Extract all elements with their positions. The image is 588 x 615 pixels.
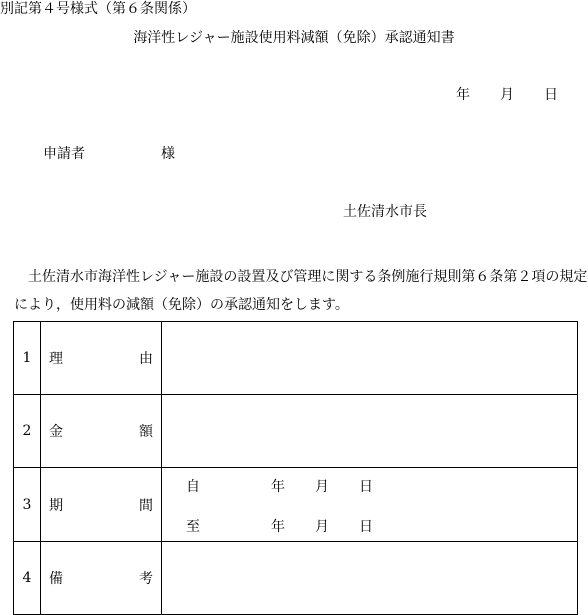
date-year: 年 <box>456 87 470 103</box>
table-row-remarks <box>14 542 578 615</box>
issuer-name: 土佐清水市長 <box>343 204 427 220</box>
applicant-honorific: 様 <box>161 146 175 162</box>
row-number: 3 <box>14 468 41 542</box>
row-number: 1 <box>14 322 41 395</box>
row-label-char: 由 <box>139 351 153 367</box>
row-label-char: 額 <box>139 424 153 440</box>
table-row-amount <box>14 395 578 468</box>
row-label-char: 間 <box>139 497 153 514</box>
period-to-month: 月 <box>315 519 329 535</box>
remarks-value-cell[interactable] <box>162 542 578 615</box>
period-from-line <box>186 476 373 496</box>
period-from-year: 年 <box>271 479 285 495</box>
period-value-cell[interactable] <box>162 468 578 542</box>
period-from-label: 自 <box>186 479 200 495</box>
applicant-line <box>43 147 175 161</box>
row-number: 2 <box>14 395 41 468</box>
period-from-day: 日 <box>359 479 373 495</box>
body-text: 土佐清水市海洋性レジャー施設の設置及び管理に関する条例施行規則第６条第２項の規定により，使用料の減額（免除）の承認通知をします。 <box>14 269 588 313</box>
row-label-cell <box>41 322 162 395</box>
form-number: 別記第４号様式（第６条関係） <box>0 1 196 17</box>
row-label-char: 考 <box>139 571 153 587</box>
row-label-cell <box>41 542 162 615</box>
info-table <box>13 321 578 615</box>
period-to-day: 日 <box>359 519 373 535</box>
row-label-char: 期 <box>49 497 63 514</box>
row-number: 4 <box>14 542 41 615</box>
row-label-char: 理 <box>49 351 63 367</box>
period-from-month: 月 <box>315 479 329 495</box>
period-to-year: 年 <box>271 519 285 535</box>
table-row-reason <box>14 322 578 395</box>
table-row-period <box>14 468 578 542</box>
row-label-cell <box>41 395 162 468</box>
row-label-char: 備 <box>49 571 63 587</box>
row-label-char: 金 <box>49 424 63 440</box>
date-day: 日 <box>544 87 558 103</box>
period-to-line <box>186 516 373 536</box>
date-line <box>456 88 558 102</box>
applicant-label: 申請者 <box>43 146 85 162</box>
period-to-label: 至 <box>186 519 200 535</box>
document-title: 海洋性レジャー施設使用料減額（免除）承認通知書 <box>133 30 455 46</box>
date-month: 月 <box>500 87 514 103</box>
amount-value-cell[interactable] <box>162 395 578 468</box>
row-label-cell <box>41 468 162 542</box>
reason-value-cell[interactable] <box>162 322 578 395</box>
